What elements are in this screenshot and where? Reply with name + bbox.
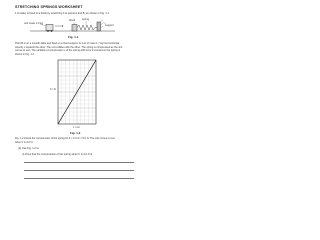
question-part-a: (a) Use Fig. 1.2 to xyxy=(18,147,39,150)
paragraph-line-3: comes to rest. The variation of compression x of the spring with force F exerted on the spring is xyxy=(15,49,121,52)
question-line-1: Fig. 1.2 shows the compression of the spring for F = 0 to F = 5.0 N. The unit comes to rest xyxy=(15,137,115,140)
fig2-graph xyxy=(0,0,149,198)
paragraph-line-2: velocity v towards the other. The unit collides with the other. The spring is compressed as the unit xyxy=(15,45,123,49)
intro-line: 1 A trolley is fixed to a block by stretching it to points A and B, as shown in Fig. 1.1. xyxy=(15,12,110,15)
paragraph-line-1: Point B is on a smooth table and fixed on a fixed support. At A to of mass 1.7 kg has horizontal xyxy=(15,42,120,45)
graph-x-label: x / cm xyxy=(73,126,80,129)
fig1-label-unit-mass: unit mass 1.0 kg xyxy=(24,22,43,25)
answer-line-1[interactable] xyxy=(24,162,134,163)
fig2-caption: Fig. 1.2 xyxy=(70,131,81,135)
answer-line-3[interactable] xyxy=(24,178,134,179)
worksheet-title: STRETCHING SPRINGS WORKSHEET xyxy=(15,5,83,9)
worksheet-page xyxy=(0,0,149,198)
graph-y-label: F / N xyxy=(50,88,56,91)
question-line-2: when F is 4.0 N. xyxy=(15,140,34,144)
fig1-caption: Fig. 1.1 xyxy=(68,35,79,39)
fig1-label-spring: spring xyxy=(82,18,90,21)
question-part-i: (i) show that the compression of the spring when F is 4.0 N is xyxy=(22,153,93,156)
fig1-label-block: block xyxy=(69,18,76,22)
fig1-label-support: support xyxy=(105,24,114,27)
answer-line-2[interactable] xyxy=(24,170,134,171)
paragraph-line-4: shown in Fig. 1.2. xyxy=(15,52,35,56)
